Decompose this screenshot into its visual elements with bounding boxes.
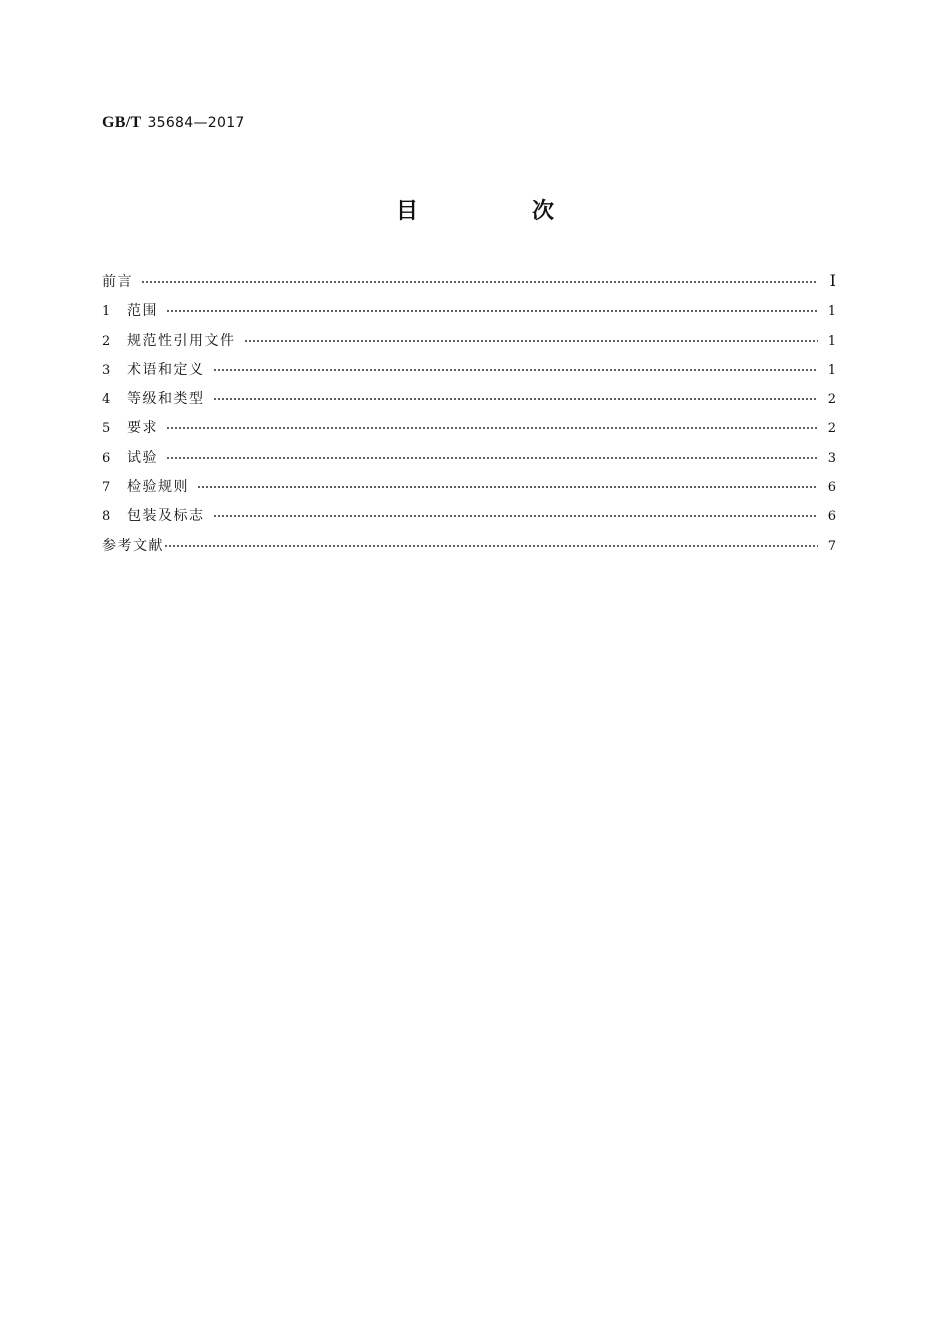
toc-entry-page: 6 [827, 480, 836, 496]
toc-entry-label: 8 包装及标志 [102, 508, 205, 525]
toc-leader-dots [166, 451, 818, 465]
toc-section-number: 1 [102, 304, 111, 320]
toc-leader-dots [213, 509, 819, 523]
toc-entry-grades-types[interactable] [102, 388, 836, 417]
toc-leader-dots [197, 480, 818, 494]
toc-entry-normative-references[interactable] [102, 330, 836, 359]
toc-entry-label: 3 术语和定义 [102, 361, 205, 378]
toc-entry-page: 6 [827, 509, 836, 525]
toc-entry-page: 7 [827, 538, 836, 554]
toc-entry-bibliography[interactable] [102, 535, 836, 564]
toc-section-number: 6 [102, 450, 111, 466]
toc-leader-dots [213, 363, 819, 377]
toc-entry-foreword[interactable] [102, 271, 836, 300]
toc-entry-label: 前言 [102, 274, 133, 290]
toc-entry-page: 2 [827, 392, 836, 408]
toc-section-number: 8 [102, 509, 111, 525]
toc-entry-terms-definitions[interactable] [102, 359, 836, 388]
toc-entry-page: 1 [827, 333, 836, 349]
toc-entry-label: 6 试验 [102, 449, 158, 466]
toc-leader-dots [166, 304, 818, 318]
toc-leader-dots [166, 421, 818, 435]
toc-entry-label: 5 要求 [102, 420, 158, 437]
toc-leader-dots [213, 392, 819, 406]
toc-entry-label: 参考文献 [102, 537, 164, 554]
toc-entry-packaging-marking[interactable] [102, 505, 836, 534]
toc-section-number: 2 [102, 333, 111, 349]
toc-section-number: 7 [102, 480, 111, 496]
toc-entry-page: 1 [827, 362, 836, 378]
toc-leader-dots [141, 275, 818, 289]
toc-entry-page: 2 [827, 421, 836, 437]
toc-entry-label: 2 规范性引用文件 [102, 332, 236, 349]
toc-section-number: 5 [102, 421, 111, 437]
toc-entry-label: 7 检验规则 [102, 479, 189, 496]
standard-header [102, 113, 245, 132]
table-of-contents [102, 271, 836, 564]
toc-leader-dots [244, 334, 819, 348]
toc-entry-label: 1 范围 [102, 303, 158, 320]
standard-code: GB/T [102, 114, 142, 131]
toc-entry-scope[interactable] [102, 300, 836, 329]
standard-number: 35684—2017 [147, 115, 245, 131]
toc-entry-tests[interactable] [102, 447, 836, 476]
toc-section-number: 3 [102, 362, 111, 378]
toc-entry-inspection-rules[interactable] [102, 476, 836, 505]
toc-entry-page: 3 [827, 450, 836, 466]
toc-entry-page: 1 [827, 304, 836, 320]
toc-entry-page: Ⅰ [829, 273, 836, 290]
toc-title: 目 次 [395, 199, 600, 224]
toc-entry-requirements[interactable] [102, 417, 836, 446]
toc-section-number: 4 [102, 392, 111, 408]
toc-leader-dots [164, 539, 818, 553]
toc-entry-label: 4 等级和类型 [102, 391, 205, 408]
